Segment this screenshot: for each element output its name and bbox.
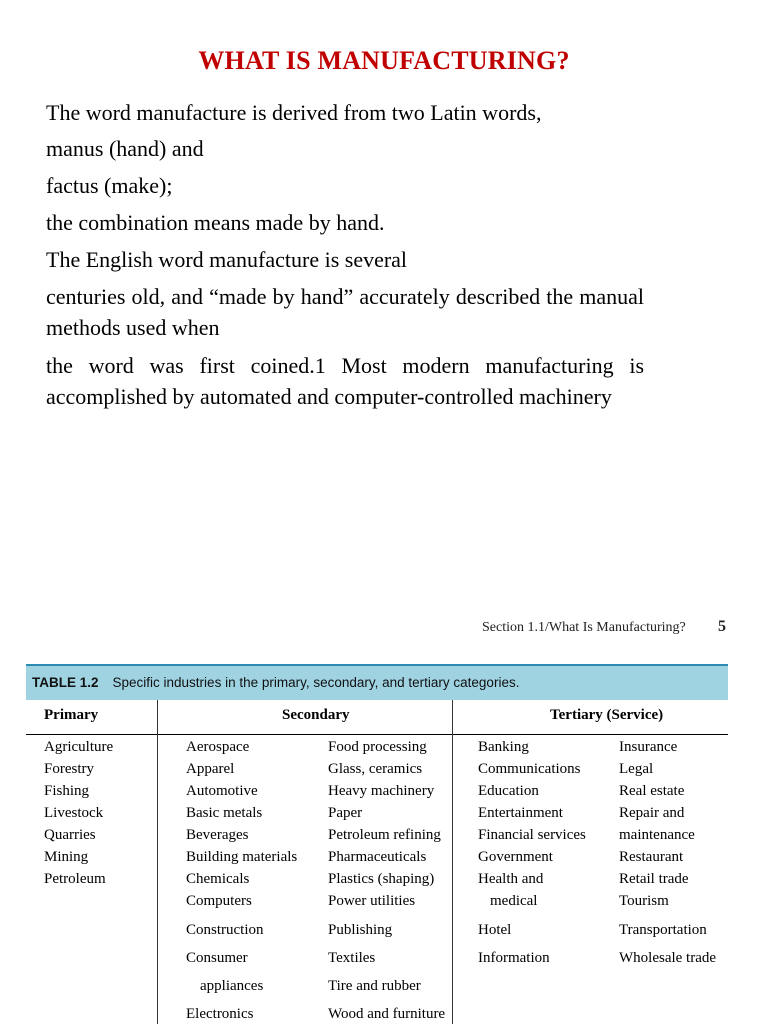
header-tertiary: Tertiary (Service) — [550, 707, 664, 723]
table-cell: Communications — [478, 761, 581, 777]
paragraph-line: manus (hand) and — [46, 136, 204, 161]
table-cell: Health and — [478, 871, 544, 887]
table-cell: Entertainment — [478, 805, 563, 821]
table-cell: Retail trade — [619, 871, 689, 887]
table-cell: Hotel — [478, 922, 512, 938]
column-divider — [157, 700, 158, 1024]
table-cell: appliances — [200, 978, 264, 994]
industries-table — [26, 664, 728, 1024]
table-cell: Financial services — [478, 827, 586, 843]
table-cell: Food processing — [328, 739, 427, 755]
paragraph-line: the combination means made by hand. — [46, 210, 385, 235]
table-cell: maintenance — [619, 827, 695, 843]
table-cell: Computers — [186, 893, 252, 909]
paragraph-line: factus (make); — [46, 173, 173, 198]
table-cell: Pharmaceuticals — [328, 849, 427, 865]
table-cell: Basic metals — [186, 805, 263, 821]
book-page-header — [482, 618, 726, 636]
table-cell: Repair and — [619, 805, 685, 821]
paragraph-line: The English word manufacture is several — [46, 247, 408, 272]
table-cell: Quarries — [44, 827, 96, 843]
slide-title: WHAT IS MANUFACTURING? — [198, 46, 570, 75]
table-cell: Apparel — [186, 761, 235, 777]
table-cell: Publishing — [328, 922, 393, 938]
table-cell: Fishing — [44, 783, 90, 799]
tertiary-column-b — [619, 736, 716, 969]
table-caption — [26, 664, 728, 700]
table-cell: Government — [478, 849, 553, 865]
table-cell: Electronics — [186, 1006, 254, 1022]
paragraph-line: the word was first coined.1 Most modern manufacturing is accomplished by automated and computer-controlled machinery — [46, 353, 644, 409]
column-divider — [452, 700, 453, 1024]
table-cell: Heavy machinery — [328, 783, 435, 799]
table-cell: Construction — [186, 922, 264, 938]
table-cell: Insurance — [619, 739, 678, 755]
paragraph-line: centuries old, and “made by hand” accurately described the manual methods used when — [46, 284, 644, 340]
table-cell: Tire and rubber — [328, 978, 421, 994]
table-cell: Education — [478, 783, 539, 799]
header-secondary: Secondary — [282, 707, 350, 723]
table-cell: Aerospace — [186, 739, 250, 755]
table-cell: Banking — [478, 739, 529, 755]
secondary-column-b — [328, 736, 445, 1024]
table-cell: Mining — [44, 849, 89, 865]
table-cell: Tourism — [619, 893, 669, 909]
table-cell: Textiles — [328, 950, 376, 966]
table-cell: Chemicals — [186, 871, 250, 887]
table-cell: Wood and furniture — [328, 1006, 446, 1022]
table-cell: Restaurant — [619, 849, 684, 865]
primary-column — [44, 736, 113, 890]
table-number: TABLE 1.2 — [32, 675, 99, 690]
table-cell: medical — [490, 893, 538, 909]
table-cell: Petroleum — [44, 871, 106, 887]
page-number: 5 — [718, 618, 726, 635]
table-cell: Paper — [328, 805, 363, 821]
table-cell: Consumer — [186, 950, 248, 966]
header-primary: Primary — [44, 707, 99, 723]
table-cell: Real estate — [619, 783, 685, 799]
table-cell: Forestry — [44, 761, 94, 777]
table-header-row — [26, 700, 728, 735]
table-cell: Transportation — [619, 922, 707, 938]
table-caption-text: Specific industries in the primary, secondary, and tertiary categories. — [112, 675, 520, 690]
table-cell: Automotive — [186, 783, 258, 799]
table-cell: Petroleum refining — [328, 827, 441, 843]
table-cell: Beverages — [186, 827, 249, 843]
table-cell: Building materials — [186, 849, 298, 865]
table-cell: Livestock — [44, 805, 104, 821]
section-label: Section 1.1/What Is Manufacturing? — [482, 620, 686, 635]
table-cell: Legal — [619, 761, 654, 777]
table-cell: Plastics (shaping) — [328, 871, 435, 887]
secondary-column-a — [186, 736, 297, 1024]
table-cell: Agriculture — [44, 739, 114, 755]
table-cell: Glass, ceramics — [328, 761, 423, 777]
table-cell: Information — [478, 950, 550, 966]
paragraph-line: The word manufacture is derived from two Latin words, — [46, 100, 542, 125]
table-cell: Wholesale trade — [619, 950, 717, 966]
tertiary-column-a — [478, 736, 586, 969]
table-cell: Power utilities — [328, 893, 416, 909]
